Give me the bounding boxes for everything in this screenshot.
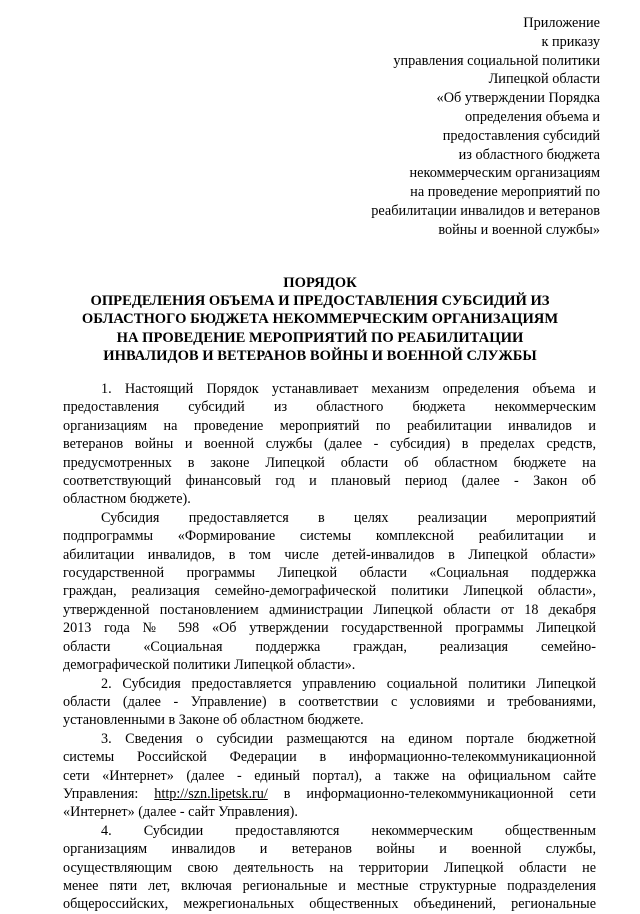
appendix-line: войны и военной службы» xyxy=(438,221,600,238)
text-line: осуществляющим свою деятельность на территории Липецкой области не xyxy=(63,859,596,876)
text-line: области «Социальная поддержка граждан, реализация семейно- xyxy=(63,638,596,655)
text-line-with-link xyxy=(63,785,596,803)
title-line: ПОРЯДОК xyxy=(283,275,357,291)
document-title xyxy=(60,274,580,365)
appendix-line: Липецкой области xyxy=(488,71,600,88)
appendix-line: определения объема и xyxy=(465,108,600,125)
paragraph-4 xyxy=(63,822,596,914)
link-prefix: Управления: xyxy=(63,785,155,802)
text-line: установленными в Законе об областном бюджете. xyxy=(63,712,364,729)
text-line: 2. Субсидия предоставляется управлению социальной политики Липецкой xyxy=(101,675,596,692)
text-line: 1. Настоящий Порядок устанавливает механизм определения объема и xyxy=(101,381,596,397)
appendix-line: на проведение мероприятий по xyxy=(410,184,600,201)
title-line: ОПРЕДЕЛЕНИЯ ОБЪЕМА И ПРЕДОСТАВЛЕНИЯ СУБСИДИЙ ИЗ xyxy=(90,293,550,310)
text-line: области (далее - Управление) в соответствии с условиями и требованиями, xyxy=(63,693,596,710)
paragraph-1 xyxy=(63,380,596,509)
title-line: ИНВАЛИДОВ И ВЕТЕРАНОВ ВОЙНЫ И ВОЕННОЙ СЛУЖБЫ xyxy=(103,347,537,364)
text-line: общероссийских, межрегиональных общественных объединений, региональные xyxy=(63,896,596,913)
text-line: предусмотренных в законе Липецкой области об областном бюджете на xyxy=(63,454,596,471)
text-line: граждан, реализация семейно-демографической политики Липецкой области», xyxy=(63,583,596,600)
document-body xyxy=(63,380,596,914)
text-line: 3. Сведения о субсидии размещаются на едином портале бюджетной xyxy=(101,730,596,747)
text-line: государственной программы Липецкой области «Социальная поддержка xyxy=(63,565,596,582)
text-line: организациям на проведение мероприятий по реабилитации инвалидов и xyxy=(63,417,596,434)
paragraph-3 xyxy=(63,730,596,822)
appendix-line: «Об утверждении Порядка xyxy=(436,90,600,107)
text-line: организациям инвалидов и ветеранов войны и военной службы, xyxy=(63,841,596,858)
title-line: ОБЛАСТНОГО БЮДЖЕТА НЕКОММЕРЧЕСКИМ ОРГАНИЗАЦИЯМ xyxy=(81,311,559,328)
title-line: НА ПРОВЕДЕНИЕ МЕРОПРИЯТИЙ ПО РЕАБИЛИТАЦИИ xyxy=(116,329,524,346)
text-line: подпрограммы «Формирование системы комплексной реабилитации и xyxy=(63,528,596,545)
text-line: соответствующий финансовый год и плановый период (далее - Закон об xyxy=(63,473,596,490)
text-line: предоставления субсидий из областного бюджета некоммерческим xyxy=(63,399,596,416)
text-line: сети «Интернет» (далее - единый портал), а также на официальном сайте xyxy=(63,767,596,784)
text-line: утвержденной постановлением администрации Липецкой области от 18 декабря xyxy=(63,601,596,618)
website-link[interactable]: http://szn.lipetsk.ru/ xyxy=(154,785,268,802)
text-line: менее пяти лет, включая региональные и местные структурные подразделения xyxy=(63,877,596,894)
text-line: 4. Субсидии предоставляются некоммерческим общественным xyxy=(101,822,596,839)
text-line: «Интернет» (далее - сайт Управления). xyxy=(63,804,298,821)
appendix-line: из областного бюджета xyxy=(458,146,600,163)
appendix-header xyxy=(330,14,600,240)
paragraph-subsidy-purpose xyxy=(63,509,596,675)
paragraph-2 xyxy=(63,675,596,730)
text-line: Субсидия предоставляется в целях реализации мероприятий xyxy=(101,509,596,526)
text-line: абилитации инвалидов, в том числе детей-инвалидов в Липецкой области» xyxy=(63,546,596,563)
appendix-line: предоставления субсидий xyxy=(442,127,600,144)
text-line: областном бюджете). xyxy=(63,491,191,508)
appendix-line: Приложение xyxy=(523,15,600,31)
appendix-line: реабилитации инвалидов и ветеранов xyxy=(371,202,600,219)
appendix-line: некоммерческим организациям xyxy=(409,165,600,182)
text-line: 2013 года № 598 «Об утверждении государственной программы Липецкой xyxy=(63,620,596,637)
appendix-line: к приказу xyxy=(541,33,600,50)
text-line: ветеранов войны и военной службы (далее - субсидия) в пределах средств, xyxy=(63,436,596,453)
text-line: системы Российской Федерации в информационно-телекоммуникационной xyxy=(63,749,596,766)
text-line: демографической политики Липецкой области». xyxy=(63,657,356,674)
text-fragment: в информационно-телекоммуникационной сети xyxy=(283,785,596,802)
appendix-line: управления социальной политики xyxy=(393,52,600,69)
